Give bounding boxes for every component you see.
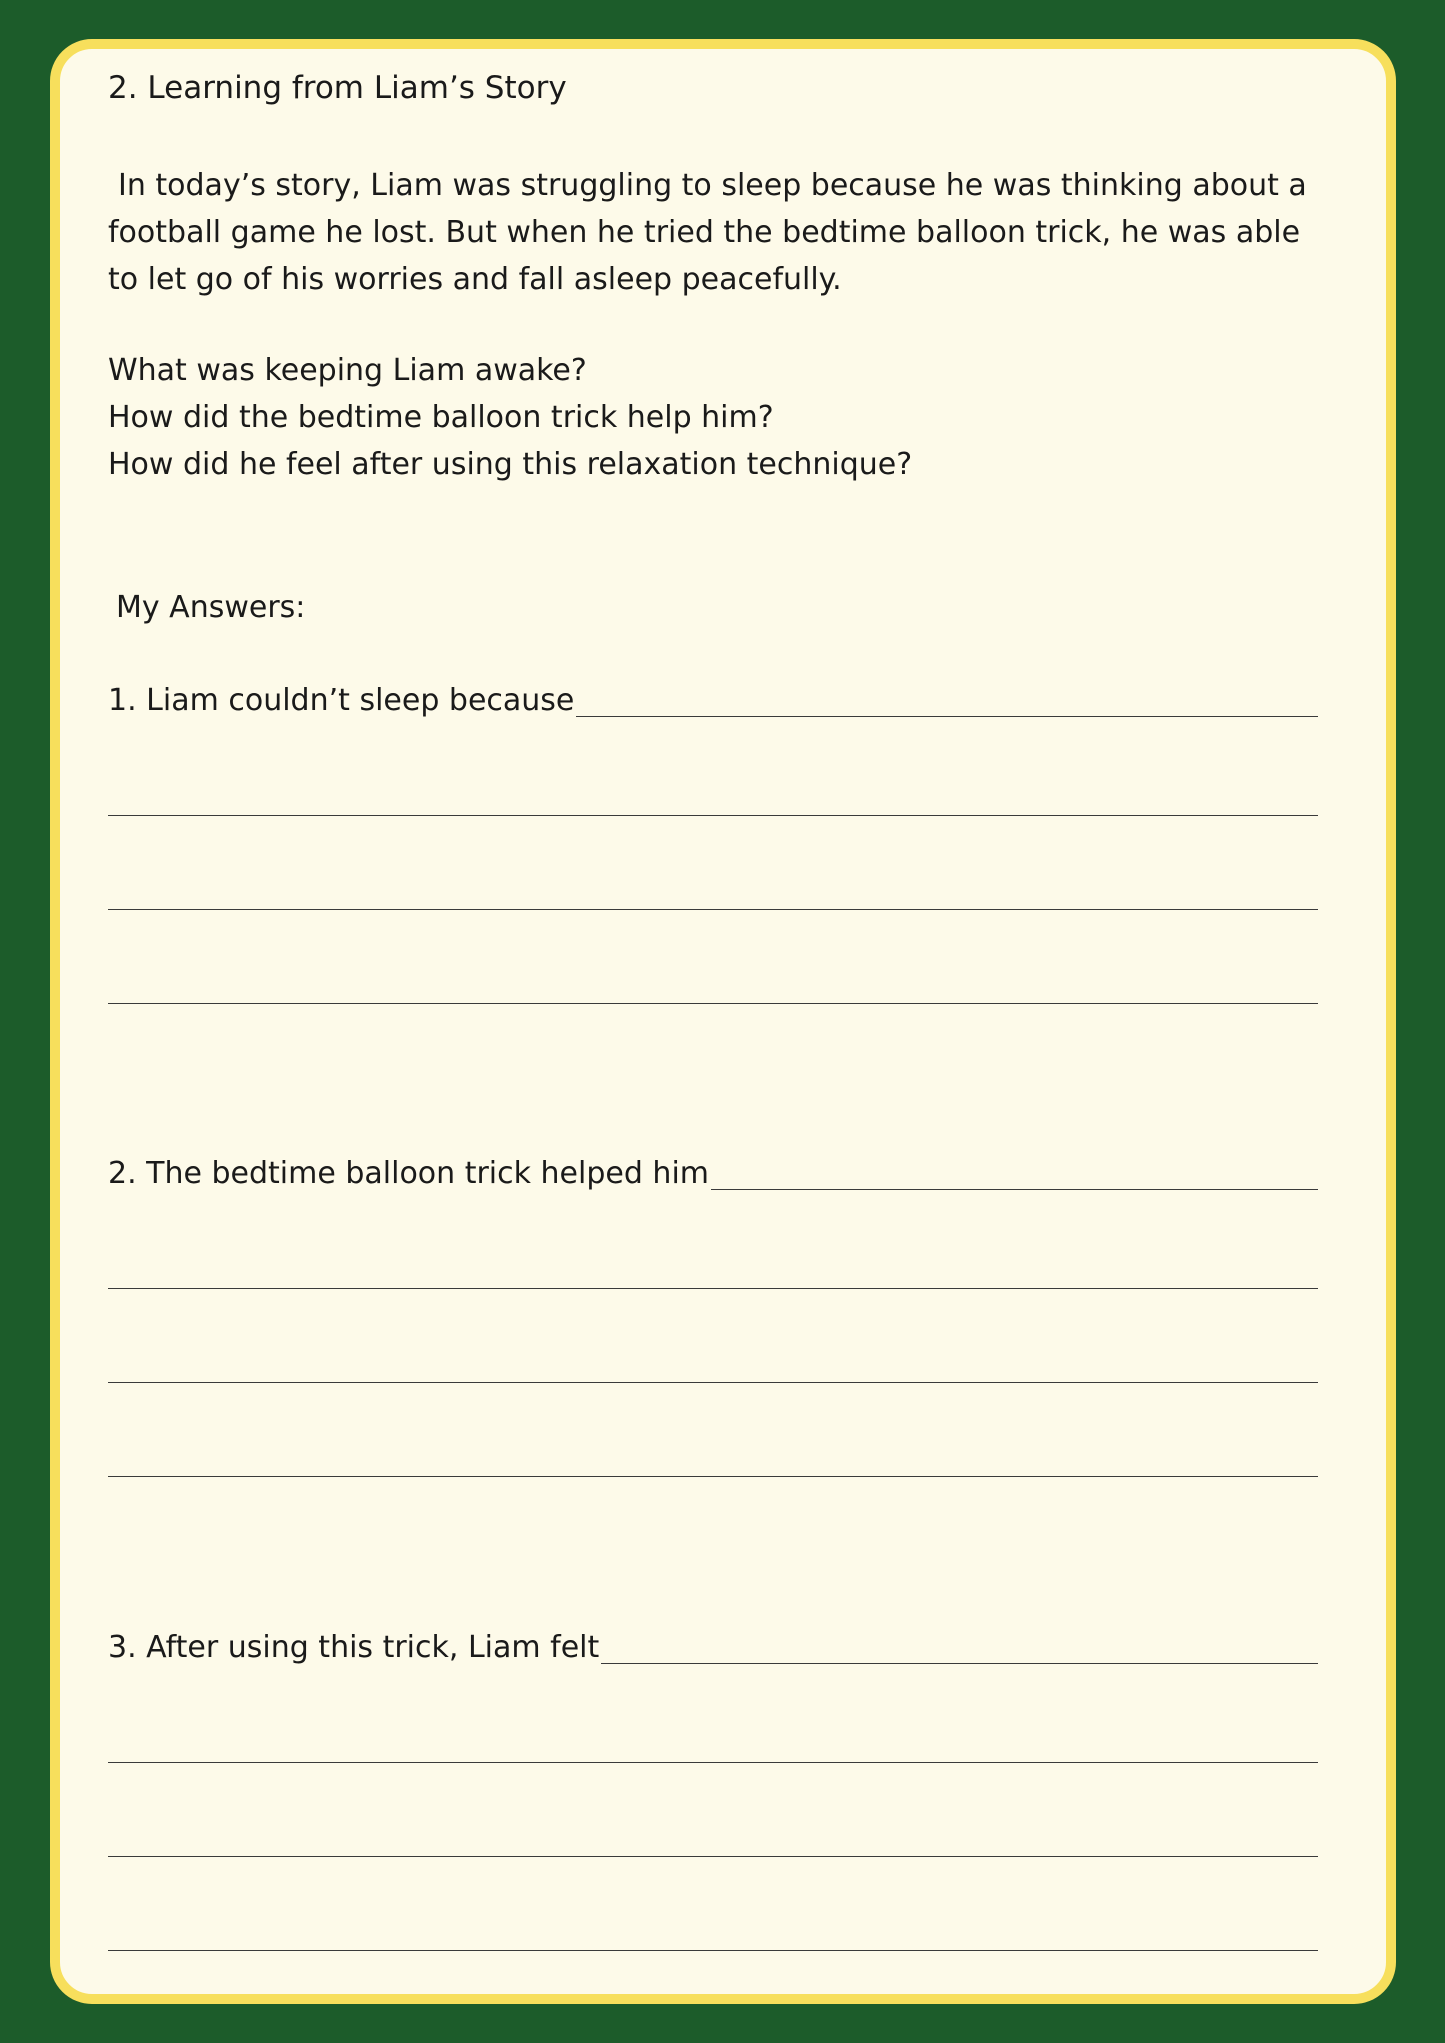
story-paragraph-text: In today’s story, Liam was struggling to sleep because he was thinking about a football game he lost. But when he tried the bedtime balloon trick, he was able to let go of his worries and fall asleep peacefully. (108, 168, 1307, 297)
answers-heading: My Answers: (116, 590, 306, 625)
story-paragraph (108, 162, 1338, 303)
answer-2-line-3[interactable] (108, 1382, 1318, 1383)
answer-3-blank[interactable] (601, 1663, 1318, 1664)
answer-3-prompt[interactable] (108, 1624, 1318, 1670)
answer-3-line-4[interactable] (108, 1950, 1318, 1951)
answer-1-prompt-label: 1. Liam couldn’t sleep because (108, 683, 575, 718)
worksheet-card (50, 39, 1396, 2004)
answer-1-prompt[interactable] (108, 677, 1318, 723)
answer-3-prompt-label: 3. After using this trick, Liam felt (108, 1630, 600, 1665)
question-1: What was keeping Liam awake? (108, 353, 587, 388)
question-3: How did he feel after using this relaxation technique? (108, 447, 913, 482)
answer-1-line-2[interactable] (108, 815, 1318, 816)
answer-2-line-2[interactable] (108, 1288, 1318, 1289)
answer-1-blank[interactable] (576, 716, 1318, 717)
answer-2-prompt[interactable] (108, 1150, 1318, 1196)
answer-2-line-4[interactable] (108, 1476, 1318, 1477)
section-title: 2. Learning from Liam’s Story (108, 70, 567, 106)
answer-3-line-2[interactable] (108, 1762, 1318, 1763)
answer-1-line-3[interactable] (108, 909, 1318, 910)
question-2: How did the bedtime balloon trick help him? (108, 400, 774, 435)
answer-1-line-4[interactable] (108, 1003, 1318, 1004)
answer-3-line-3[interactable] (108, 1856, 1318, 1857)
answer-2-prompt-label: 2. The bedtime balloon trick helped him (108, 1156, 709, 1191)
answer-2-blank[interactable] (711, 1189, 1318, 1190)
